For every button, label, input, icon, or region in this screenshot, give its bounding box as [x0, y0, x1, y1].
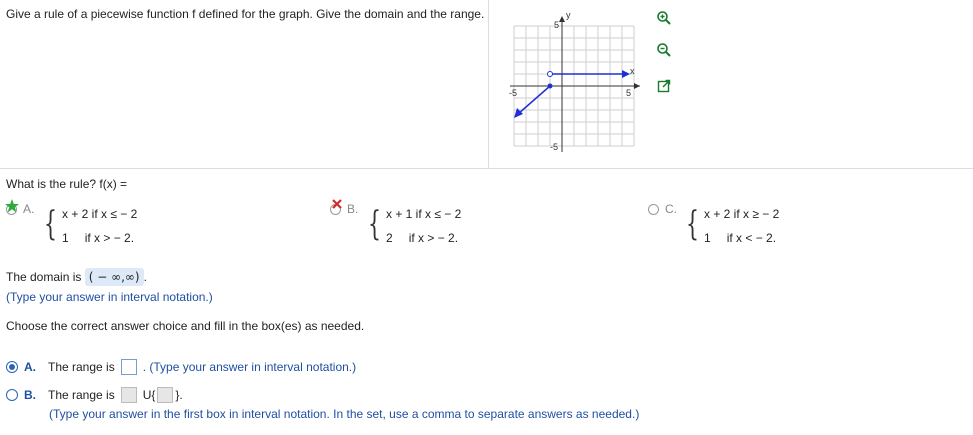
tick-label-left: -5	[509, 88, 518, 98]
range-a-prefix: The range is	[48, 360, 115, 374]
zoom-in-icon[interactable]	[654, 8, 674, 28]
range-radio-a[interactable]	[6, 361, 18, 373]
range-a-input[interactable]	[121, 359, 137, 375]
question-prompt: Give a rule of a piecewise function f defined for the graph. Give the domain and the range.	[6, 7, 485, 21]
radio-c[interactable]	[648, 204, 659, 215]
choice-c[interactable]	[648, 202, 780, 245]
function-graph	[500, 2, 650, 162]
range-option-b[interactable]	[6, 387, 183, 403]
range-a-letter: A.	[24, 360, 36, 374]
vertical-divider	[488, 0, 489, 168]
choice-b-letter: B.	[347, 202, 359, 216]
choice-b-line2-cond: if x > − 2.	[408, 231, 459, 245]
radio-b[interactable]	[330, 204, 341, 215]
brace-c: {	[686, 204, 699, 244]
zoom-out-icon[interactable]	[654, 40, 674, 60]
choice-a-line2-val: 1	[62, 231, 69, 245]
tick-label-bottom: -5	[550, 142, 559, 152]
y-axis-arrow	[559, 16, 565, 22]
domain-hint: (Type your answer in interval notation.)	[6, 290, 213, 304]
open-endpoint	[548, 72, 553, 77]
choice-a-line1: x + 2 if x ≤ − 2	[62, 207, 138, 221]
choice-b-line2-val: 2	[386, 231, 393, 245]
x-axis-label: x	[630, 66, 635, 76]
choice-b[interactable]	[330, 202, 462, 245]
range-b-close: }.	[175, 388, 183, 402]
range-b-set-input[interactable]	[157, 387, 173, 403]
choice-a-letter: A.	[23, 202, 35, 216]
star-icon	[5, 199, 19, 213]
choice-c-letter: C.	[665, 202, 677, 216]
instruction-text: Choose the correct answer choice and fill in the box(es) as needed.	[6, 319, 365, 333]
horizontal-divider	[0, 168, 973, 169]
domain-line	[6, 268, 147, 286]
range-option-a[interactable]	[6, 359, 356, 375]
tick-label-top: 5	[554, 20, 560, 30]
popout-icon[interactable]	[654, 76, 674, 96]
choice-c-line2-val: 1	[704, 231, 711, 245]
domain-suffix: .	[143, 270, 147, 284]
range-b-hint: (Type your answer in the first box in interval notation. In the set, use a comma to separate answers as needed.)	[49, 407, 640, 421]
range-b-interval-input[interactable]	[121, 387, 137, 403]
y-axis-label: y	[566, 10, 571, 20]
domain-answer[interactable]: ( − ∞,∞)	[85, 268, 144, 286]
range-b-letter: B.	[24, 388, 36, 402]
domain-prefix: The domain is	[6, 270, 82, 284]
range-b-union: U{	[142, 388, 156, 402]
range-b-prefix: The range is	[48, 388, 115, 402]
brace-b: {	[368, 204, 381, 244]
choice-a[interactable]	[6, 202, 138, 245]
tick-label-right: 5	[626, 88, 632, 98]
range-radio-b[interactable]	[6, 389, 18, 401]
range-a-hint: . (Type your answer in interval notation.)	[142, 360, 357, 374]
closed-endpoint	[548, 84, 553, 89]
radio-a[interactable]	[6, 204, 17, 215]
x-mark-icon	[332, 199, 342, 209]
brace-a: {	[44, 204, 57, 244]
choice-c-line2-cond: if x < − 2.	[726, 231, 777, 245]
x-axis-arrow	[634, 83, 640, 89]
choice-c-line1: x + 2 if x ≥ − 2	[704, 207, 780, 221]
rule-label: What is the rule? f(x) =	[6, 177, 128, 191]
choice-b-line1: x + 1 if x ≤ − 2	[386, 207, 462, 221]
choice-a-line2-cond: if x > − 2.	[84, 231, 135, 245]
segment-right-arrow	[622, 70, 630, 78]
